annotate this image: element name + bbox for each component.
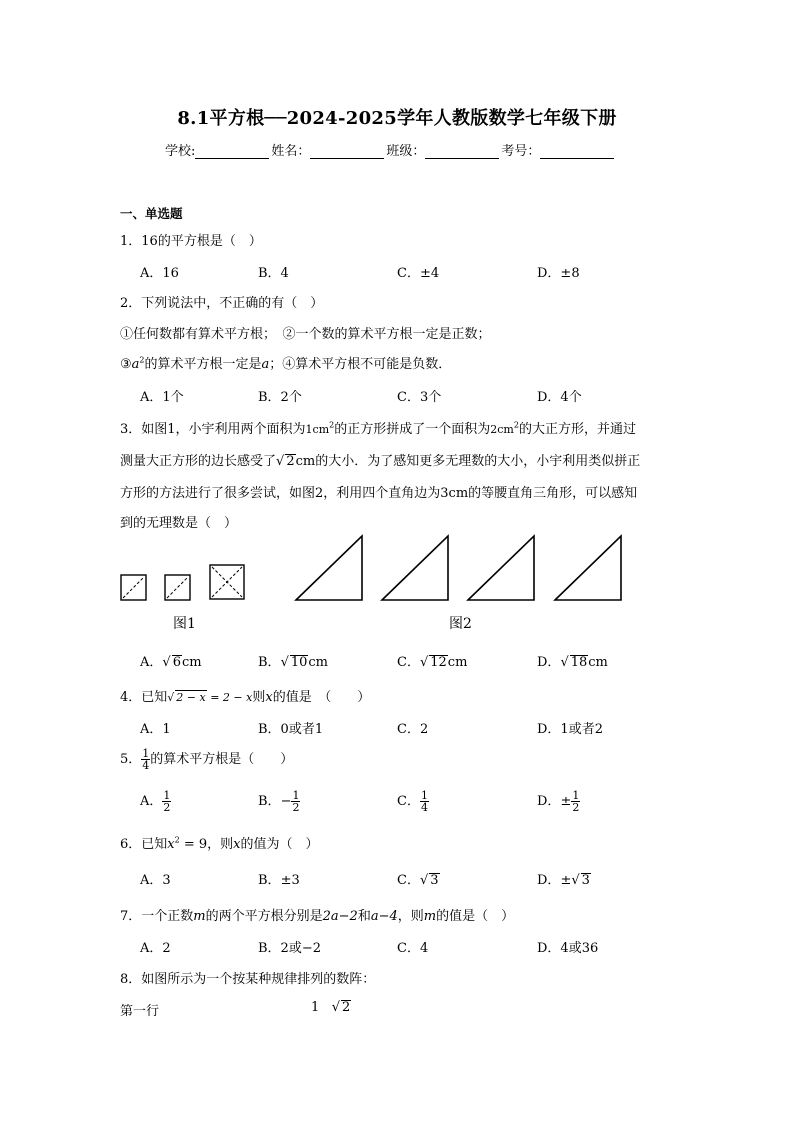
q3-option-d-prefix: D． (537, 655, 561, 670)
q3-option-c-sqrt: √ 12 (419, 655, 447, 670)
class-blank[interactable] (425, 144, 499, 159)
q5-option-d-sign: ± (560, 794, 572, 809)
school-blank[interactable] (195, 144, 269, 159)
q3-option-b-unit: cm (308, 655, 329, 670)
q7-option-b: B．2或−2 (258, 941, 321, 956)
q7-expr-1: 2a−2 (322, 909, 358, 924)
q5-option-a-prefix: A． (140, 794, 163, 809)
q6-option-d-sqrt: √ 3 (571, 873, 590, 888)
q3-option-d (537, 651, 608, 670)
q6-option-b-text: ±3 (280, 873, 300, 888)
question-6-stem: 6．已知$x^2 = 9$，则x的值为（ ） (120, 835, 319, 852)
q5-option-c-prefix: C． (397, 794, 420, 809)
q6-option-d (537, 869, 591, 888)
q3-option-b (258, 651, 328, 670)
q4-prefix: 4．已知 (120, 690, 168, 705)
q2-statement-line-2: $③a^2$的算术平方根一定是a；④算术平方根不可能是负数． (120, 355, 452, 372)
q5-option-c-den: 4 (420, 801, 428, 814)
q5-numerator: 1 (142, 747, 150, 760)
q7-option-c: C．4 (397, 941, 429, 956)
q5-option-b-num: 1 (292, 789, 300, 802)
q5-option-b-fraction (291, 790, 300, 813)
question-4-stem (120, 686, 370, 705)
q2-var-a-2: a (261, 357, 270, 372)
question-8-stem: 8．如图所示为一个按某种规律排列的数阵： (120, 972, 376, 987)
q8-value-2-radicand: 2 (341, 1000, 351, 1015)
q5-option-d-prefix: D． (537, 794, 561, 809)
q3-option-b-prefix: B． (258, 655, 281, 670)
q7-text-e: 的值是（ ） (436, 909, 515, 924)
q3-text-d: 测量大正方形的边长感受了 (120, 454, 277, 469)
q6-var-x: x (167, 837, 175, 852)
page-title: 8.1平方根──2024-2025学年人教版数学七年级下册 (177, 108, 617, 129)
figure-2-triangles (290, 532, 630, 606)
q4-option-b: B．0或者1 (258, 722, 324, 737)
q3-text-e: cm的大小．为了感知更多无理数的大小，小宇利用类似拼正 (295, 454, 641, 469)
q3-option-a-sqrt: √ 6 (162, 655, 181, 670)
question-1-stem: 1．16的平方根是（ ） (120, 234, 262, 249)
q3-line-2 (120, 450, 640, 469)
q1-option-b: B．4 (258, 266, 289, 281)
q5-option-c-num: 1 (420, 789, 428, 802)
q5-option-d (537, 790, 580, 813)
question-7-stem (120, 905, 514, 924)
q4-radicand: 2 − x (176, 691, 206, 704)
q3-unit-2cm2: 2cm (490, 423, 514, 436)
q6-option-a-text: 3 (162, 873, 171, 888)
q7-option-a: A．2 (140, 941, 171, 956)
q3-option-c-prefix: C． (397, 655, 420, 670)
q5-option-b-prefix: B． (258, 794, 281, 809)
school-label: 学校: (165, 144, 196, 159)
triangle-3 (468, 536, 534, 600)
q7-text-a: 7．一个正数 (120, 909, 194, 924)
q7-option-d: D．4或36 (537, 941, 599, 956)
q5-option-d-den: 2 (572, 801, 580, 814)
q6-suffix: 的值为（ ） (240, 837, 319, 852)
q7-var-m: m (193, 909, 206, 924)
q5-option-a-fraction (162, 790, 171, 813)
q6-option-c-prefix: C． (397, 873, 420, 888)
q6-var-x-2: x (233, 837, 241, 852)
q2-text: 的算术平方根一定是 (144, 357, 262, 372)
q2-var-a: a (131, 357, 140, 372)
q5-option-b-sign: − (280, 794, 292, 809)
q3-text-c: 的大正方形，并通过 (518, 422, 636, 437)
q3-option-c (397, 651, 467, 670)
q3-option-a (140, 651, 202, 670)
q8-value-1: 1 (311, 1000, 320, 1015)
q4-sqrt: √ 2 − x (167, 691, 206, 704)
q1-option-d: D．±8 (537, 266, 580, 281)
q6-option-b-prefix: B． (258, 873, 281, 888)
q6-option-d-radicand: 3 (581, 873, 590, 888)
q2-text-2: ；④算术平方根不可能是负数． (269, 357, 452, 372)
q3-option-a-prefix: A． (140, 655, 163, 670)
q3-option-c-radicand: 12 (430, 655, 447, 670)
q4-option-d: D．1或者2 (537, 722, 603, 737)
q7-text-b: 的两个平方根分别是 (205, 909, 323, 924)
q2-option-a: A．1个 (140, 390, 184, 405)
q2-option-b: B．2个 (258, 390, 302, 405)
q2-circle-3: ③ (120, 357, 132, 372)
q8-row-1-label: 第一行 (120, 1004, 160, 1019)
q3-option-a-radicand: 6 (172, 655, 181, 670)
q5-fraction (141, 748, 150, 771)
q4-var-x: x (265, 690, 273, 705)
q7-var-m-2: m (423, 909, 437, 924)
triangle-2 (382, 536, 448, 600)
q4-suffix: 的值是 （ ） (272, 690, 371, 705)
q2-option-d: D．4个 (537, 390, 582, 405)
exam-number-label: 考号： (501, 144, 541, 159)
q3-option-a-unit: cm (181, 655, 202, 670)
q6-prefix: 6．已知 (120, 837, 168, 852)
q2-option-c: C．3个 (397, 390, 442, 405)
q4-option-a: A．1 (140, 722, 171, 737)
q6-option-b (258, 869, 300, 888)
name-blank[interactable] (310, 144, 384, 159)
q5-option-a (140, 790, 171, 813)
name-label: 姓名： (271, 144, 311, 159)
q6-option-a (140, 869, 171, 888)
q7-expr-2: a−4 (370, 909, 398, 924)
section-heading: 一、单选题 (120, 206, 183, 221)
q5-option-b-den: 2 (292, 801, 300, 814)
q3-option-d-sqrt: √ 18 (560, 655, 588, 670)
q5-suffix: 的算术平方根是（ ） (150, 752, 294, 767)
q8-value-2-sqrt: √ 2 (331, 1000, 351, 1015)
q4-equation: = 2 − x (206, 691, 253, 704)
q3-sqrt2-radicand: 2 (286, 454, 295, 469)
q5-option-c (397, 790, 429, 813)
q5-option-d-fraction (571, 790, 580, 813)
q3-line-3: 方形的方法进行了很多尝试，如图2，利用四个直角边为3cm的等腰直角三角形，可以感知 (120, 486, 638, 501)
q5-option-d-num: 1 (572, 789, 580, 802)
q2-statement-line-1: ①任何数都有算术平方根； ②一个数的算术平方根一定是正数； (120, 327, 491, 342)
q6-option-a-prefix: A． (140, 873, 163, 888)
q3-option-d-unit: cm (588, 655, 608, 670)
q5-option-b (258, 790, 300, 813)
q3-line-1: 3．如图1，小宇利用两个面积为$1cm^2$的正方形拼成了一个面积为$2cm^2$的大正方形，并通过 (120, 420, 636, 437)
q3-sqrt2: √ 2 (276, 454, 295, 469)
q5-option-a-num: 1 (163, 789, 171, 802)
q7-text-d: ，则 (397, 909, 424, 924)
q4-option-c: C．2 (397, 722, 429, 737)
q5-option-a-den: 2 (163, 801, 171, 814)
q5-prefix: 5． (120, 752, 142, 767)
q3-text-b: 的正方形拼成了一个面积为 (334, 422, 491, 437)
q3-text-a: 3．如图1，小宇利用两个面积为 (120, 422, 306, 437)
exam-number-blank[interactable] (540, 144, 614, 159)
q6-option-d-sign: ± (560, 873, 572, 888)
q3-unit-1cm2: 1cm (305, 423, 330, 436)
class-label: 班级： (386, 144, 426, 159)
q6-option-d-prefix: D． (537, 873, 561, 888)
q3-option-b-sqrt: √ 10 (280, 655, 308, 670)
q6-equation: = 9，则 (179, 837, 234, 852)
q3-option-b-radicand: 10 (290, 655, 308, 670)
q7-text-c: 和 (357, 909, 371, 924)
q8-row-1-values (311, 1000, 351, 1015)
q3-line-4: 到的无理数是（ ） (120, 516, 238, 531)
q1-option-c: C．±4 (397, 266, 440, 281)
triangle-4 (555, 536, 621, 600)
q3-option-c-unit: cm (447, 655, 468, 670)
square-1-diagonal (123, 577, 144, 598)
q6-option-c-radicand: 3 (430, 873, 439, 888)
question-5-stem (120, 748, 293, 771)
student-info-line (165, 140, 616, 159)
q4-mid: 则 (252, 690, 266, 705)
q1-option-a: A．16 (140, 266, 179, 281)
question-2-stem: 2．下列说法中，不正确的有（ ） (120, 296, 324, 311)
figure-2-label: 图2 (449, 616, 472, 632)
q5-option-c-fraction (420, 790, 429, 813)
figure-1-label: 图1 (173, 616, 196, 632)
q6-option-c-sqrt: √ 3 (419, 873, 439, 888)
figure-1-squares (115, 560, 255, 605)
square-2-diagonal (167, 577, 188, 598)
q6-option-c (397, 869, 440, 888)
triangle-1 (296, 536, 362, 600)
q3-option-d-radicand: 18 (570, 655, 588, 670)
q5-denominator: 4 (142, 759, 150, 772)
